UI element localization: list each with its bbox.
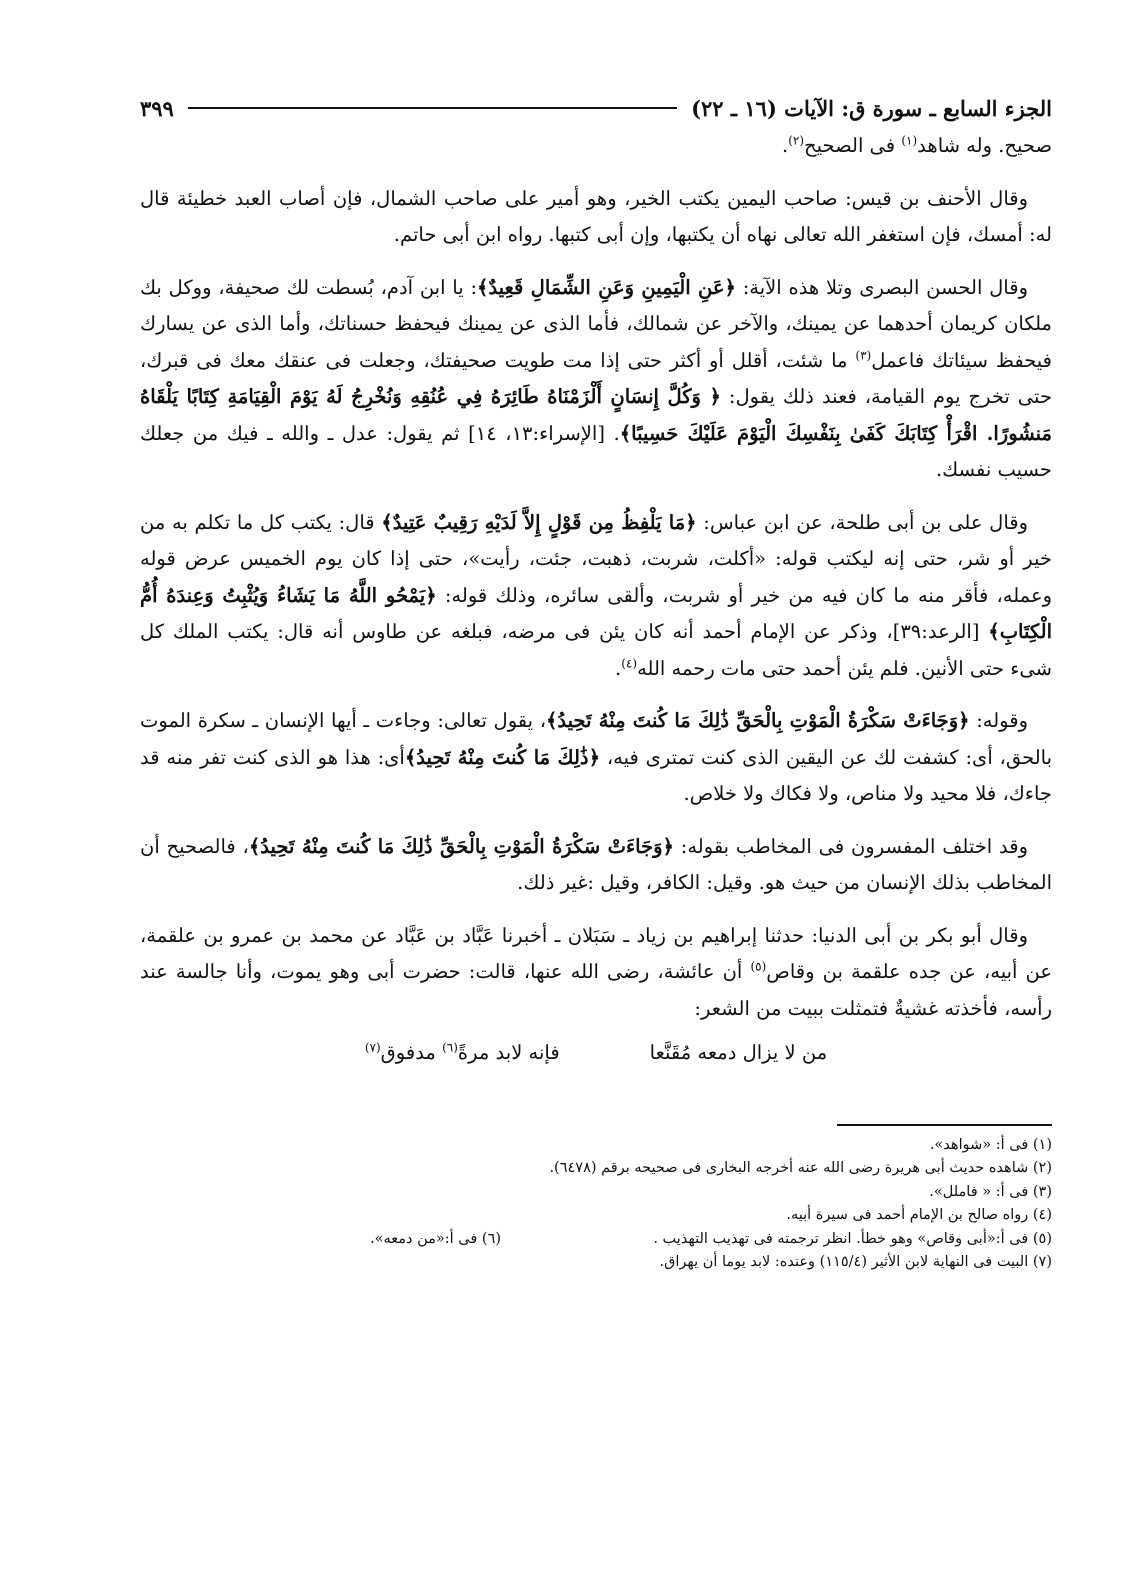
verse-text: مدفوق <box>380 1041 443 1064</box>
quran-quote: ﴿وَجَاءَتْ سَكْرَةُ الْمَوْتِ بِالْحَقِّ ذَٰلِكَ مَا كُنتَ مِنْهُ تَحِيدُ﴾ <box>546 709 970 732</box>
paragraph <box>140 128 1052 165</box>
paragraph <box>140 181 1052 254</box>
text-run: . <box>782 134 789 157</box>
text-run: [الرعد:٣٩]، وذكر عن الإمام أحمد أنه كان يئن فى مرضه، فبلغه عن طاوس أنه قال: يكتب الملك كل شىء حتى الأنين. فلم يئن أحمد حتى مات رحمه الله <box>140 620 1052 680</box>
text-run: وقال الأحنف بن قيس: صاحب اليمين يكتب الخير، وهو أمير على صاحب الشمال، فإن أصاب العبد خطيئة قال له: أمسك، فإن استغفر الله تعالى نهاه أن يكتبها، وإن أبى كتبها. رواه ابن أبى حاتم. <box>140 186 1052 246</box>
text-run: وقوله: <box>969 709 1028 732</box>
footnote-rule <box>837 1124 1052 1126</box>
footnote-marker: (٤) <box>621 656 638 670</box>
footnotes <box>140 1134 1052 1275</box>
paragraph <box>140 270 1052 489</box>
footnote: (٤) رواه صالح بن الإمام أحمد فى سيرة أبيه. <box>786 1207 1052 1223</box>
text-run: وقال على بن أبى طلحة، عن ابن عباس: <box>696 510 1028 534</box>
book-page <box>140 88 1052 1275</box>
header-rule <box>188 107 677 109</box>
header-title: الجزء السابع ـ سورة ق: الآيات (١٦ ـ ٢٢) <box>691 95 1052 121</box>
quran-quote: ﴿ وَكُلَّ إِنسَانٍ أَلْزَمْنَاهُ طَائِرَهُ فِي عُنُقِهِ وَنُخْرِجُ لَهُ يَوْمَ الْقِيَامَةِ كِتَابًا يَلْقَاهُ مَنشُورًا. اقْرَأْ كِتَابَكَ كَفَىٰ بِنَفْسِكَ الْيَوْمَ عَلَيْكَ حَسِيبًا﴾ <box>140 385 1052 445</box>
quran-quote: ﴿مَا يَلْفِظُ مِن قَوْلٍ إِلاَّ لَدَيْهِ رَقِيبٌ عَتِيدٌ﴾ <box>381 510 697 534</box>
footnote: (١) فى أ: «شواهد». <box>929 1136 1052 1153</box>
main-text <box>140 128 1052 1072</box>
footnote: (٣) فى أ: « فاملل». <box>929 1183 1052 1200</box>
footnote-marker: (٢) <box>788 133 805 148</box>
text-run: ، يقول تعالى: وجاءت ـ أيها الإنسان ـ سكرة الموت بالحق، أى: كشفت لك عن اليقين الذى كنت تمترى فيه، <box>140 709 1053 769</box>
verse-text: فإنه لابد مرةً <box>457 1041 560 1064</box>
text-run: قال: يكتب كل ما تكلم به من خير أو شر، حتى إنه ليكتب قوله: «أكلت، شربت، ذهبت، جئت، رأيت»، حتى إذا كان يوم الخميس عرض قوله وعمله، فأقر منه ما كان فيه من خير أو شربت، وألقى سائره، وذلك قوله: <box>140 510 1052 607</box>
quran-quote: ﴿ذَٰلِكَ مَا كُنتَ مِنْهُ تَحِيدُ﴾ <box>404 745 601 769</box>
footnote: (٧) البيت فى النهاية لابن الأثير (١١٥/٤) وعنده: لابد يوما أن يهراق. <box>659 1254 1052 1270</box>
text-run: . [الإسراء:١٣، ١٤] ثم يقول: عدل ـ والله ـ فيك من جعلك حسيب نفسك. <box>140 421 1052 481</box>
footnote: (٢) شاهده حديث أبى هريرة رضى الله عنه أخرجه البخارى فى صحيحه برقم (٦٤٧٨). <box>549 1160 1052 1176</box>
text-run: وقال الحسن البصرى وتلا هذه الآية: <box>735 275 1028 299</box>
poetry-verse <box>140 1035 1052 1072</box>
quran-quote: ﴿عَنِ الْيَمِينِ وَعَنِ الشِّمَالِ قَعِيدٌ﴾ <box>477 275 736 299</box>
page-number: ٣٩٩ <box>140 95 174 121</box>
text-run: أى: هذا هو الذى كنت تفر منه قد جاءك، فلا محيد ولا مناص، ولا فكاك ولا خلاص. <box>140 745 1052 805</box>
text-run: . <box>615 656 622 680</box>
footnote-marker: (٣) <box>855 348 872 362</box>
running-header <box>140 88 1052 128</box>
verse-hemistich-1: من لا يزال دمعه مُقَنَّعا <box>649 1041 828 1064</box>
text-run: أن عائشة، رضى الله عنها، قالت: حضرت أبى وهو يموت، وأنا جالسة عند رأسه، فأخذته غشيةٌ فتمثلت ببيت من الشعر: <box>140 960 1052 1020</box>
paragraph <box>140 703 1052 813</box>
verse-hemistich-2 <box>365 1035 560 1072</box>
text-run: : يا ابن آدم، بُسطت لك صحيفة، ووكل بك ملكان كريمان أحدهما عن يمينك، والآخر عن شمالك، فأما الذى عن يمينك فيحفظ حسناتك، وأما الذى عن يسارك فيحفظ سيئاتك فاعمل <box>140 275 1052 372</box>
text-run: صحيح. وله شاهد <box>917 134 1052 157</box>
quran-quote: ﴿وَجَاءَتْ سَكْرَةُ الْمَوْتِ بِالْحَقِّ ذَٰلِكَ مَا كُنتَ مِنْهُ تَحِيدُ﴾ <box>248 834 674 858</box>
text-run: وقد اختلف المفسرون فى المخاطب بقوله: <box>673 834 1028 858</box>
footnote-marker: (١) <box>901 133 918 148</box>
text-run: فى الصحيح <box>804 134 902 157</box>
paragraph <box>140 829 1052 902</box>
footnote-row <box>140 1228 1052 1252</box>
footnote: (٥) فى أ:«أبى وقاص» وهو خطأ. انظر ترجمته فى تهذيب التهذيب . <box>653 1230 1052 1247</box>
footnote: (٦) فى أ:«من دمعه». <box>370 1230 502 1247</box>
footnote-marker: (٥) <box>750 959 767 974</box>
text-run: ما شئت، أقلل أو أكثر حتى إذا مت طويت صحيفتك، وجعلت فى عنقك معك فى قبرك، حتى تخرج يوم القيامة، فعند ذلك يقول: <box>140 348 1052 408</box>
paragraph <box>140 505 1052 688</box>
text-run: ، فالصحيح أن المخاطب بذلك الإنسان من حيث هو. وقيل: الكافر، وقيل :غير ذلك. <box>140 834 1052 894</box>
paragraph <box>140 918 1052 1028</box>
text-run: وقال أبو بكر بن أبى الدنيا: حدثنا إبراهيم بن زياد ـ سَبَلان ـ أخبرنا عَبَّاد بن عَبَّاد عن محمد بن عمرو بن علقمة، عن أبيه، عن جده علقمة بن وقاص <box>140 923 1052 983</box>
footnote-marker: (٧) <box>364 1040 381 1055</box>
footnote-marker: (٦) <box>442 1040 458 1055</box>
quran-quote: ﴿يَمْحُو اللَّهُ مَا يَشَاءُ وَيُثْبِتُ وَعِندَهُ أُمُّ الْكِتَابِ﴾ <box>140 583 1053 643</box>
